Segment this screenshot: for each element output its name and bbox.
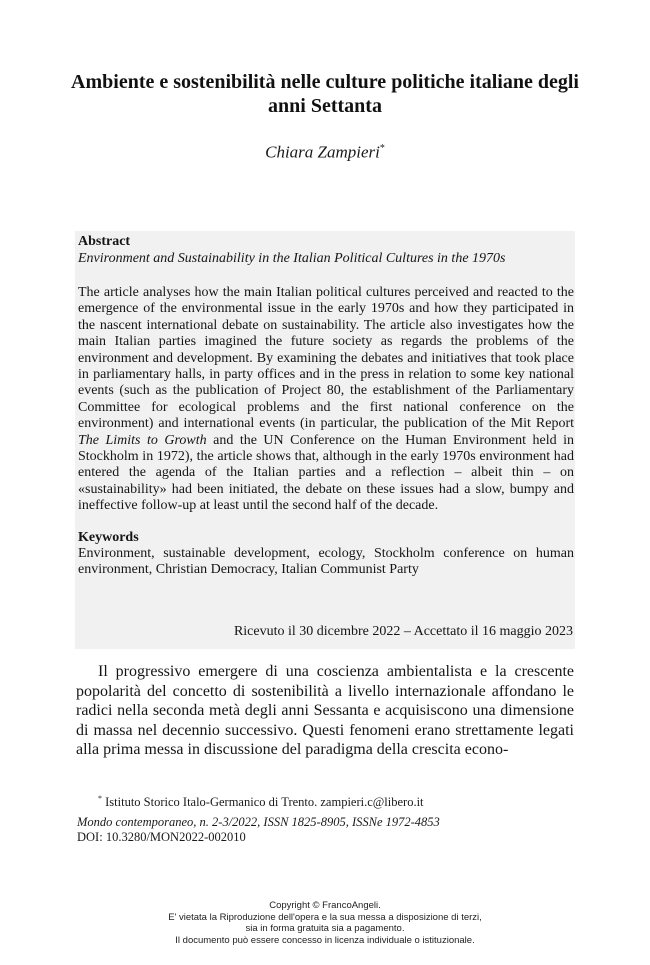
footnote-text: Istituto Storico Italo-Germanico di Trento. zampieri.c@libero.it — [105, 795, 424, 810]
author-name: Chiara Zampieri — [265, 142, 380, 162]
abstract-content — [78, 233, 574, 579]
copyright-line-2: E' vietata la Riproduzione dell'opera e la sua messa a disposizione di terzi, — [168, 911, 482, 923]
author-footnote — [98, 791, 568, 810]
abstract-text-part-1: The article analyses how the main Italian political cultures perceived and reacted to the emergence of the environmental issue in the early 1970s and how they participated in the nascent international debate on sustainability. The article also investigates how the main Italian parties imagined the future society as regards the problems of the environment and development. By examining the debates and initiatives that took place in parliamentary halls, in party offices and in the press in relation to some key national events (such as the publication of Project 80, the establishment of the Parliamentary Committee for ecological problems and the first national conference on the environment) and international events (in particular, the publication of the Mit Report — [78, 285, 574, 432]
abstract-heading: Abstract — [78, 234, 131, 249]
copyright-line-3: sia in forma gratuita sia a pagamento. — [245, 923, 405, 934]
abstract-english-title: Environment and Sustainability in the Italian Political Cultures in the 1970s — [78, 251, 506, 266]
keywords-text: Environment, sustainable development, ecology, Stockholm conference on human environment, Christian Democracy, Italian Communist Party — [78, 545, 574, 578]
journal-info — [77, 815, 567, 845]
abstract-box — [75, 231, 575, 649]
received-accepted-dates: Ricevuto il 30 dicembre 2022 – Accettato il 16 maggio 2023 — [233, 624, 573, 639]
journal-doi[interactable]: DOI: 10.3280/MON2022-002010 — [77, 830, 246, 844]
author-footnote-marker[interactable]: * — [379, 143, 385, 154]
body-paragraph: Il progressivo emergere di una coscienza ambientalista e la crescente popolarità del concetto di sostenibilità a livello internazionale affondano le radici nella seconda metà degli anni Sessanta e acquisiscono una dimensione di massa nel decennio successivo. Questi fenomeni erano strettamente legati alla prima messa in discussione del paradigma della crescita econo- — [76, 663, 574, 759]
abstract-text — [78, 285, 574, 515]
abstract-text-part-2: and the UN Conference on the Human Environment held in Stockholm in 1972), the article shows that, although in the early 1970s environment had entered the agenda of the Italian parties and a reflection – albeit thin – on «sustainability» had been initiated, the debate on these issues had a slow, bumpy and ineffective follow-up at least until the second half of the decade. — [78, 432, 575, 514]
journal-citation: Mondo contemporaneo, n. 2-3/2022, ISSN 1825-8905, ISSNe 1972-4853 — [77, 815, 440, 829]
footnote-marker: * — [98, 794, 102, 803]
copyright-line-4: Il documento può essere concesso in licenza individuale o istituzionale. — [175, 934, 475, 946]
keywords-heading: Keywords — [78, 529, 139, 545]
author-line — [56, 138, 594, 164]
abstract-cited-work: The Limits to Growth — [78, 432, 207, 448]
article-title: Ambiente e sostenibilità nelle culture politiche italiane degli anni Settanta — [71, 71, 579, 117]
copyright-notice — [100, 900, 550, 946]
copyright-line-1: Copyright © FrancoAngeli. — [269, 900, 381, 911]
